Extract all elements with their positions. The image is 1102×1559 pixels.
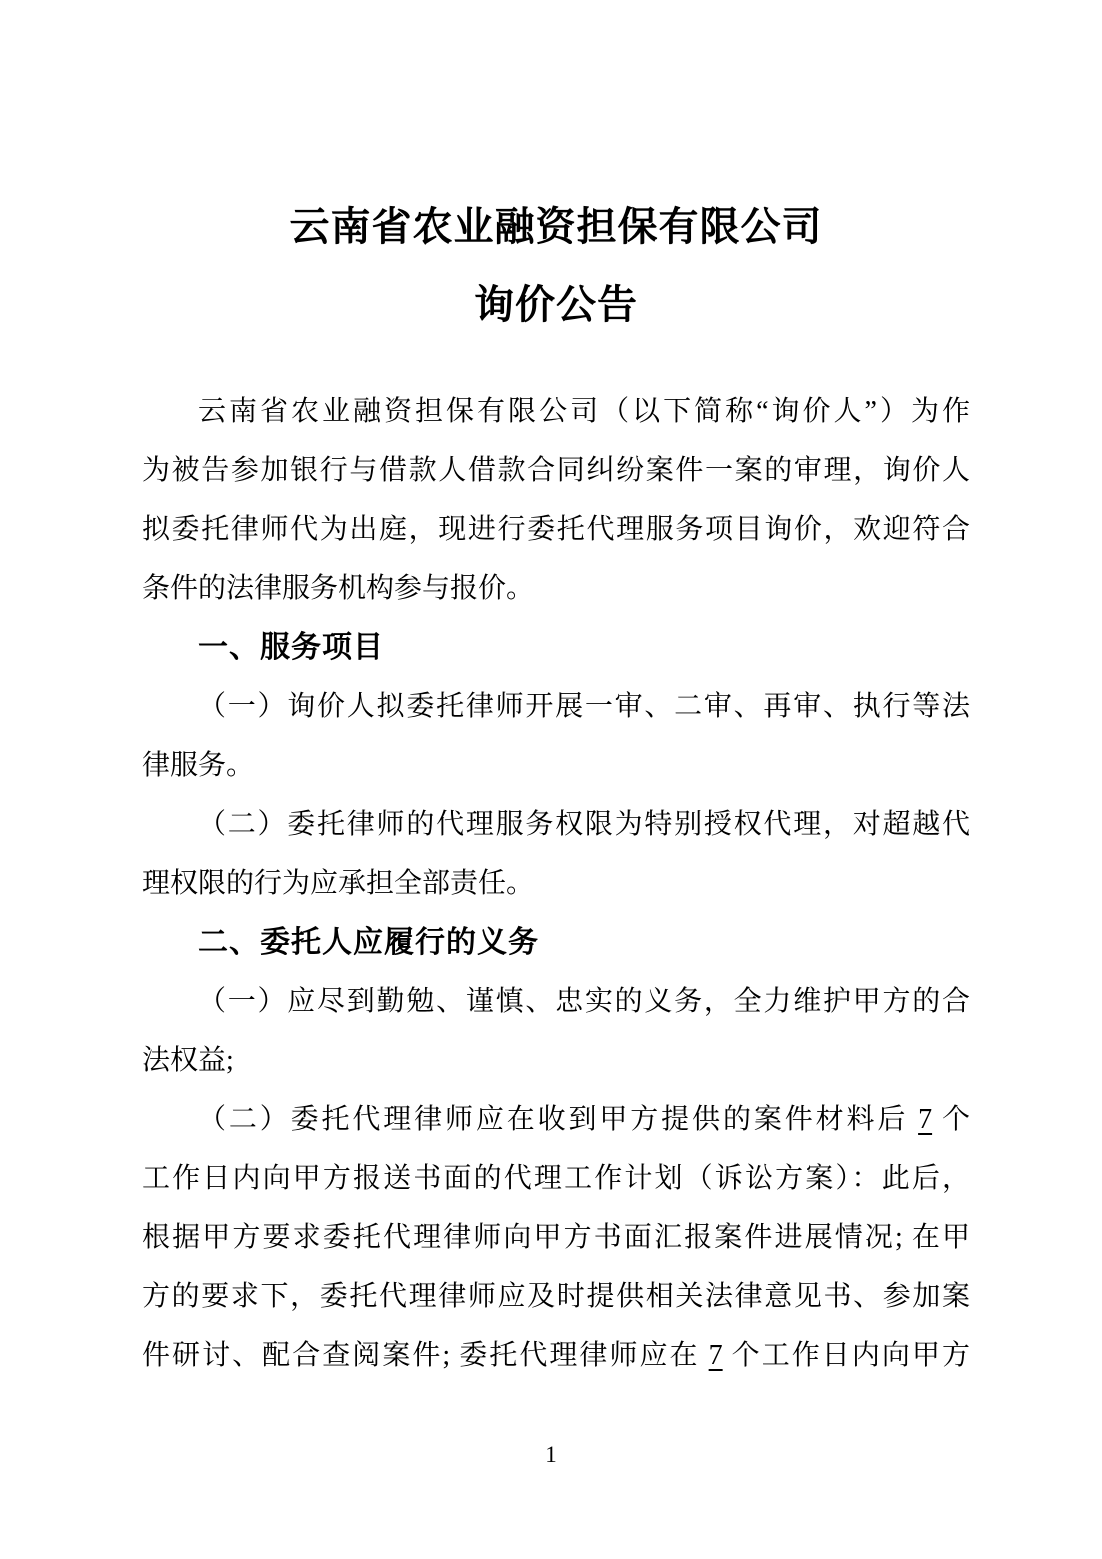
- section-2-item-2-line-1: [142, 1090, 970, 1149]
- document-content: [142, 188, 970, 1385]
- section-2-item-1-line-2: 法权益;: [142, 1045, 234, 1076]
- line-text-segment: （二）委托代理律师应在收到甲方提供的案件材料后: [198, 1104, 919, 1135]
- document-subtitle: 询价公告: [474, 283, 638, 327]
- section-2-item-2-line-4: 方的要求下，委托代理律师应及时提供相关法律意见书、参加案: [142, 1281, 970, 1312]
- section-2-item-2-line-2: 工作日内向甲方报送书面的代理工作计划（诉讼方案）：此后，: [142, 1163, 970, 1194]
- section-2-item-2-line-3: 根据甲方要求委托代理律师向甲方书面汇报案件进展情况; 在甲: [142, 1222, 970, 1253]
- document-title: 云南省农业融资担保有限公司: [289, 205, 823, 249]
- section-1-item-1-line-1: （一）询价人拟委托律师开展一审、二审、再审、执行等法: [198, 691, 970, 722]
- page-number: 1: [545, 1442, 557, 1467]
- section-2-item-2-line-5: [142, 1326, 970, 1385]
- section-1-heading: 一、服务项目: [198, 631, 384, 664]
- underlined-number: 7: [918, 1104, 933, 1135]
- line-text-segment: 个: [932, 1104, 970, 1135]
- intro-line-4: 条件的法律服务机构参与报价。: [142, 573, 535, 604]
- section-1-item-2-line-2: 理权限的行为应承担全部责任。: [142, 868, 535, 899]
- document-body: [142, 382, 970, 1385]
- line-text-segment: 件研讨、配合查阅案件; 委托代理律师应在: [142, 1340, 709, 1371]
- intro-line-3: 拟委托律师代为出庭，现进行委托代理服务项目询价，欢迎符合: [142, 514, 970, 545]
- line-text-segment: 个工作日内向甲方: [722, 1340, 970, 1371]
- section-2-item-1-line-1: （一）应尽到勤勉、谨慎、忠实的义务，全力维护甲方的合: [198, 986, 970, 1017]
- section-2-heading: 二、委托人应履行的义务: [198, 926, 539, 959]
- underlined-number: 7: [708, 1340, 723, 1371]
- section-1-item-1-line-2: 律服务。: [142, 750, 255, 781]
- intro-line-1: 云南省农业融资担保有限公司（以下简称“询价人”）为作: [198, 396, 970, 427]
- section-1-item-2-line-1: （二）委托律师的代理服务权限为特别授权代理，对超越代: [198, 809, 970, 840]
- intro-line-2: 为被告参加银行与借款人借款合同纠纷案件一案的审理，询价人: [142, 455, 970, 486]
